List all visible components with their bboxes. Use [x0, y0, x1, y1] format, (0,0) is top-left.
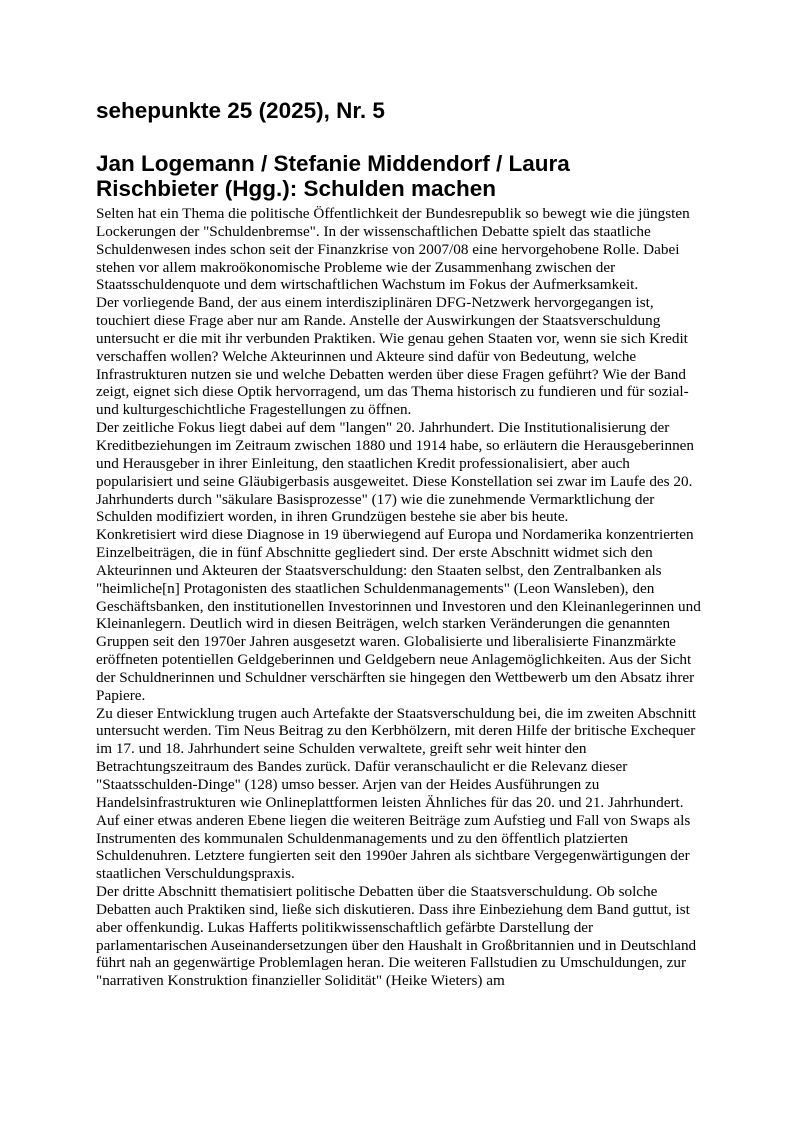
paragraph: Der zeitliche Fokus liegt dabei auf dem "langen" 20. Jahrhundert. Die Institutionalisierung der Kreditbeziehungen im Zeitraum zwischen 1880 und 1914 habe, so erläutern die Herausgeberinnen und Herausgeber in ihrer Einleitung, den staatlichen Kredit professionalisiert, aber auch popularisiert und seine Gläubigerbasis ausgeweitet. Diese Konstellation sei zwar im Laufe des 20. Jahrhunderts durch "säkulare Basisprozesse" (17) wie die zunehmende Vermarktlichung der Schulden modifiziert worden, in ihren Grundzügen bestehe sie aber bis heute.: [96, 419, 695, 526]
paragraph: Konkretisiert wird diese Diagnose in 19 überwiegend auf Europa und Nordamerika konzentrierten Einzelbeiträgen, die in fünf Abschnitte gegliedert sind. Der erste Abschnitt widmet sich den Akteurinnen und Akteuren der Staatsverschuldung: den Staaten selbst, den Zentralbanken als "heimliche[n] Protagonisten des staatlichen Schuldenmanagements" (Leon Wansleben), den Geschäftsbanken, den institutionellen Investorinnen und Investoren und den Kleinanlegerinnen und Kleinanlegern. Deutlich wird in diesen Beiträgen, welch starken Veränderungen die genannten Gruppen seit den 1970er Jahren ausgesetzt waren. Globalisierte und liberalisierte Finanzmärkte eröffneten potentiellen Geldgeberinnen und Geldgebern neue Anlagemöglichkeiten. Aus der Sicht der Schuldnerinnen und Schuldner verschärften sie hingegen den Wettbewerb um den Absatz ihrer Papiere.: [96, 526, 701, 704]
paragraph: Zu dieser Entwicklung trugen auch Artefakte der Staatsverschuldung bei, die im zweiten Abschnitt untersucht werden. Tim Neus Beitrag zu den Kerbhölzern, mit deren Hilfe der britische Exchequer im 17. und 18. Jahrhundert seine Schulden verwaltete, greift sehr weit hinter den Betrachtungszeitraum des Bandes zurück. Dafür veranschaulicht er die Relevanz dieser "Staatsschulden-Dinge" (128) umso besser. Arjen van der Heides Ausführungen zu Handelsinfrastrukturen wie Onlineplattformen leisten Ähnliches für das 20. und 21. Jahrhundert. Auf einer etwas anderen Ebene liegen die weiteren Beiträge zum Aufstieg und Fall von Swaps als Instrumenten des kommunalen Schuldenmanagements und zu den öffentlich platzierten Schuldenuhren. Letztere fungierten seit den 1990er Jahren als sichtbare Vergegenwärtigungen der staatlichen Verschuldungspraxis.: [96, 704, 697, 883]
paragraph: Selten hat ein Thema die politische Öffentlichkeit der Bundesrepublik so bewegt wie die jüngsten Lockerungen der "Schuldenbremse". In der wissenschaftlichen Debatte spielt das staatliche Schuldenwesen indes schon seit der Finanzkrise von 2007/08 eine hervorgehobene Rolle. Dabei stehen vor allem makroökonomische Probleme wie der Zusammenhang zwischen der Staatsschuldenquote und dem wirtschaftlichen Wachstum im Fokus der Aufmerksamkeit.: [96, 205, 690, 294]
review-body: [96, 205, 706, 990]
journal-issue-heading: sehepunkte 25 (2025), Nr. 5: [96, 98, 385, 123]
paragraph: Der dritte Abschnitt thematisiert politische Debatten über die Staatsverschuldung. Ob solche Debatten auch Praktiken sind, ließe sich diskutieren. Dass ihre Einbeziehung dem Band guttut, ist aber offenkundig. Lukas Hafferts politikwissenschaftlich gefärbte Darstellung der parlamentarischen Auseinandersetzungen über den Haushalt in Großbritannien und in Deutschland führt nah an gegenwärtige Problemlagen heran. Die weiteren Fallstudien zu Umschuldungen, zur "narrativen Konstruktion finanzieller Solidität" (Heike Wieters) am: [96, 883, 697, 990]
review-title: Jan Logemann / Stefanie Middendorf / Laura Rischbieter (Hgg.): Schulden machen: [96, 151, 570, 201]
paragraph: Der vorliegende Band, der aus einem interdisziplinären DFG-Netzwerk hervorgegangen ist, touchiert diese Frage aber nur am Rande. Anstelle der Auswirkungen der Staatsverschuldung untersucht er die mit ihr verbunden Praktiken. Wie genau gehen Staaten vor, wenn sie sich Kredit verschaffen wollen? Welche Akteurinnen und Akteure sind dafür von Bedeutung, welche Infrastrukturen nutzen sie und welche Debatten werden über diese Fragen geführt? Wie der Band zeigt, eignet sich diese Optik hervorragend, um das Thema historisch zu fundieren und für sozial- und kulturgeschichtliche Fragestellungen zu öffnen.: [96, 294, 689, 419]
